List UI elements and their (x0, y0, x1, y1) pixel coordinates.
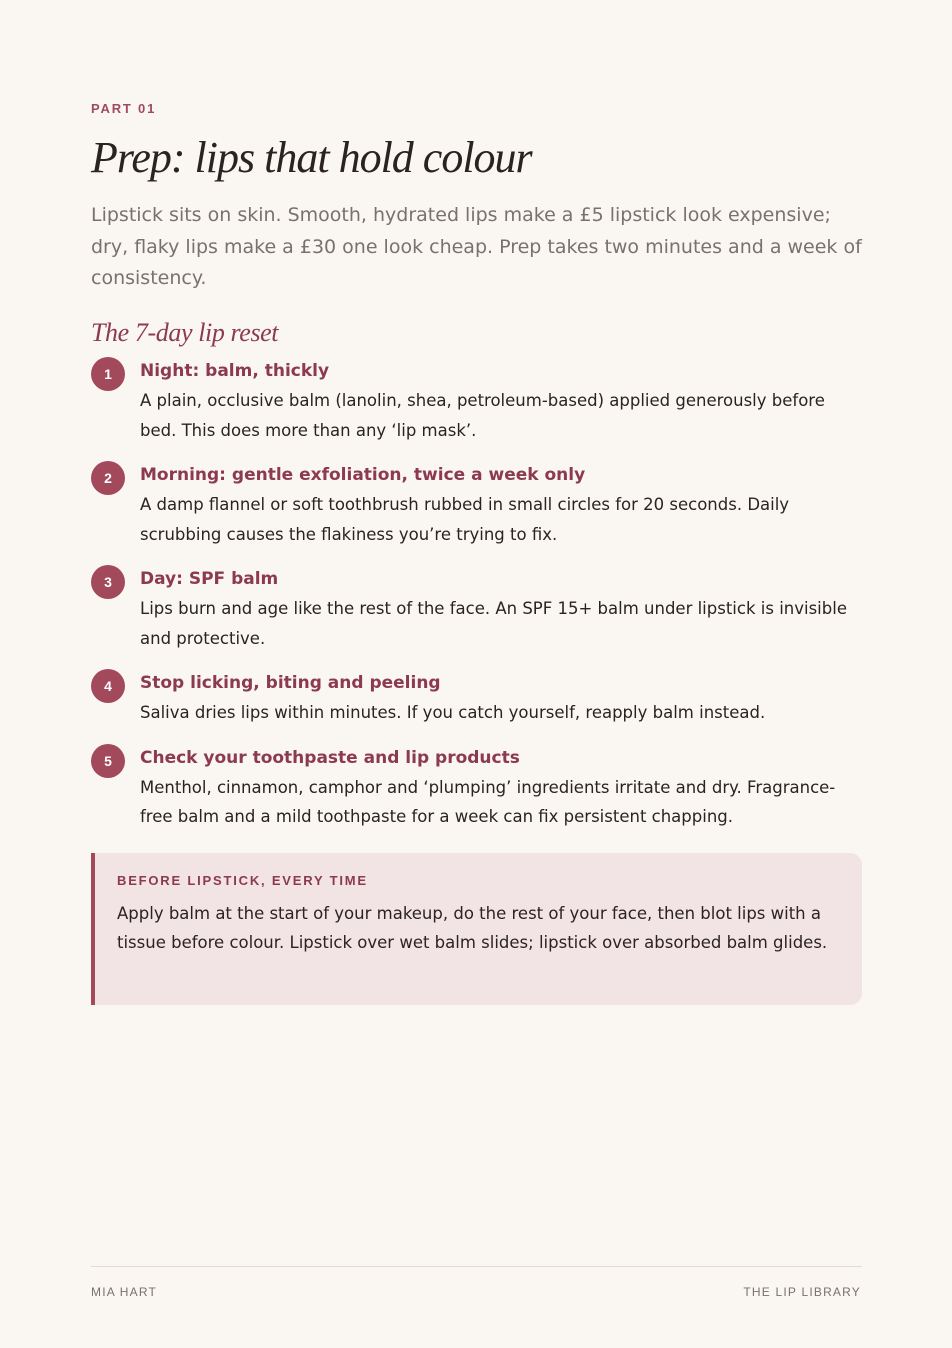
step-item (91, 668, 862, 728)
section-heading: The 7-day lip reset (91, 318, 279, 347)
step-description: Lips burn and age like the rest of the face. An SPF 15+ balm under lipstick is invisible and protective. (140, 599, 847, 648)
step-number-badge: 4 (91, 669, 125, 703)
callout-label: BEFORE LIPSTICK, EVERY TIME (117, 873, 368, 888)
step-item (91, 460, 862, 549)
step-description: Menthol, cinnamon, camphor and ‘plumping’ ingredients irritate and dry. Fragrance-free balm and a mild toothpaste for a week can fix persistent chapping. (140, 777, 836, 826)
footer-author: MIA HART (91, 1285, 158, 1299)
intro-paragraph: Lipstick sits on skin. Smooth, hydrated lips make a £5 lipstick look expensive; dry, flaky lips make a £30 one look cheap. Prep takes two minutes and a week of consistency. (91, 204, 862, 289)
step-number-badge: 3 (91, 565, 125, 599)
step-description: A plain, occlusive balm (lanolin, shea, petroleum-based) applied generously before bed. This does more than any ‘lip mask’. (140, 391, 825, 440)
step-item (91, 564, 862, 653)
step-description: Saliva dries lips within minutes. If you catch yourself, reapply balm instead. (140, 703, 766, 722)
step-number-badge: 2 (91, 461, 125, 495)
step-title: Day: SPF balm (140, 569, 279, 589)
step-title: Morning: gentle exfoliation, twice a week only (140, 465, 586, 485)
steps-list (91, 356, 862, 847)
step-number-badge: 5 (91, 744, 125, 778)
step-title: Stop licking, biting and peeling (140, 673, 441, 693)
tip-callout (91, 853, 862, 1005)
step-title: Check your toothpaste and lip products (140, 747, 520, 768)
part-label: PART 01 (91, 101, 157, 116)
footer-divider (91, 1266, 862, 1267)
page-title: Prep: lips that hold colour (91, 133, 532, 182)
step-item (91, 356, 862, 445)
step-title: Night: balm, thickly (140, 361, 330, 381)
step-description: A damp flannel or soft toothbrush rubbed in small circles for 20 seconds. Daily scrubbing causes the flakiness you’re trying to fix. (140, 495, 790, 544)
footer-publication: THE LIP LIBRARY (743, 1285, 861, 1299)
step-item (91, 743, 862, 832)
callout-body: Apply balm at the start of your makeup, do the rest of your face, then blot lips with a tissue before colour. Lipstick over wet balm slides; lipstick over absorbed balm glides. (117, 904, 828, 952)
step-number-badge: 1 (91, 357, 125, 391)
